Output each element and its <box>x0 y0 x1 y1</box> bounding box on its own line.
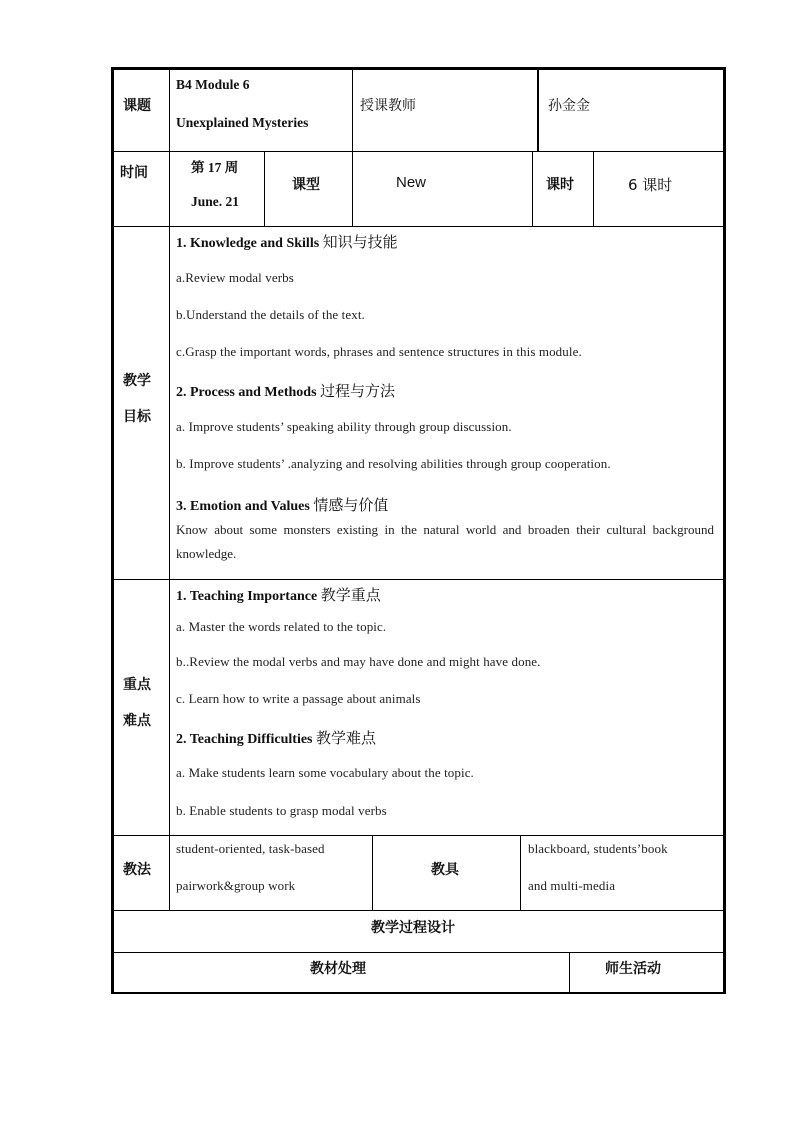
heading-cn: 教学重点 <box>320 586 381 604</box>
objective-item: b.Understand the details of the text. <box>176 307 365 322</box>
topic-label: 课题 <box>123 98 151 114</box>
week-value: 第 17 周 <box>191 160 239 175</box>
row-divider <box>113 910 724 911</box>
date-value: June. 21 <box>191 194 240 209</box>
heading-en: 2. Teaching Difficulties <box>176 732 317 747</box>
heading-cn: 教学难点 <box>316 729 377 747</box>
objective-item: a. Improve students’ speaking ability through group discussion. <box>176 419 512 434</box>
tools-line2: and multi-media <box>528 878 616 893</box>
table-border-top <box>111 67 726 70</box>
type-value: New <box>396 174 427 191</box>
methods-label: 教法 <box>123 862 151 878</box>
methods-line2: pairwork&group work <box>176 878 296 893</box>
keypoint-heading <box>176 584 381 605</box>
hours-label: 课时 <box>546 177 574 193</box>
heading-cn: 过程与方法 <box>320 382 396 400</box>
keypoint-item: c. Learn how to write a passage about animals <box>176 691 421 706</box>
objective-item: c.Grasp the important words, phrases and sentence structures in this module. <box>176 344 582 359</box>
col-divider <box>537 69 539 151</box>
col-divider <box>264 151 265 226</box>
process-col2: 师生活动 <box>605 961 661 977</box>
process-title: 教学过程设计 <box>371 920 455 936</box>
col-divider <box>372 835 373 910</box>
heading-cn: 知识与技能 <box>322 233 398 251</box>
keypoints-label-line2: 难点 <box>123 713 151 729</box>
process-col1: 教材处理 <box>310 961 366 977</box>
objective-item: b. Improve students’ .analyzing and resolving abilities through group cooperation. <box>176 456 611 471</box>
col-divider <box>593 151 594 226</box>
methods-line1: student-oriented, task-based <box>176 841 325 856</box>
keypoints-label-line1: 重点 <box>123 677 151 693</box>
col-divider <box>352 151 353 226</box>
objective-heading <box>176 494 388 515</box>
keypoint-item: b..Review the modal verbs and may have done and might have done. <box>176 654 541 669</box>
row-divider <box>113 151 724 152</box>
tools-line1: blackboard, students’book <box>528 841 668 856</box>
type-label: 课型 <box>292 177 320 193</box>
keypoint-item: b. Enable students to grasp modal verbs <box>176 803 387 818</box>
keypoint-heading <box>176 727 376 748</box>
col-divider <box>569 952 570 993</box>
col-divider <box>352 69 353 151</box>
table-border-right <box>723 67 726 994</box>
objective-item: a.Review modal verbs <box>176 270 294 285</box>
teacher-label: 授课教师 <box>360 98 416 114</box>
row-divider <box>113 226 724 227</box>
col-divider <box>520 835 521 910</box>
row-divider <box>113 579 724 580</box>
objective-heading <box>176 231 398 252</box>
objective-paragraph: Know about some monsters existing in the natural world and broaden their cultural background knowledge. <box>176 522 714 561</box>
objectives-label-line2: 目标 <box>123 409 151 425</box>
row-divider <box>113 835 724 836</box>
hours-value: 6 课时 <box>628 176 673 194</box>
table-border-left <box>111 67 114 994</box>
col-divider <box>532 151 533 226</box>
tools-label: 教具 <box>431 862 459 878</box>
topic-line2: Unexplained Mysteries <box>176 115 309 130</box>
time-label: 时间 <box>120 165 148 181</box>
heading-en: 2. Process and Methods <box>176 385 321 400</box>
heading-cn: 情感与价值 <box>313 496 389 514</box>
topic-line1: B4 Module 6 <box>176 77 250 92</box>
keypoint-item: a. Master the words related to the topic. <box>176 619 387 634</box>
keypoint-item: a. Make students learn some vocabulary about the topic. <box>176 765 474 780</box>
objectives-label-line1: 教学 <box>123 373 151 389</box>
col-divider <box>169 69 170 910</box>
heading-en: 1. Knowledge and Skills <box>176 236 323 251</box>
heading-en: 1. Teaching Importance <box>176 589 321 604</box>
objective-heading <box>176 380 395 401</box>
teacher-name: 孙金金 <box>548 98 590 114</box>
row-divider <box>113 952 724 953</box>
heading-en: 3. Emotion and Values <box>176 499 314 514</box>
table-border-bottom <box>111 992 726 994</box>
